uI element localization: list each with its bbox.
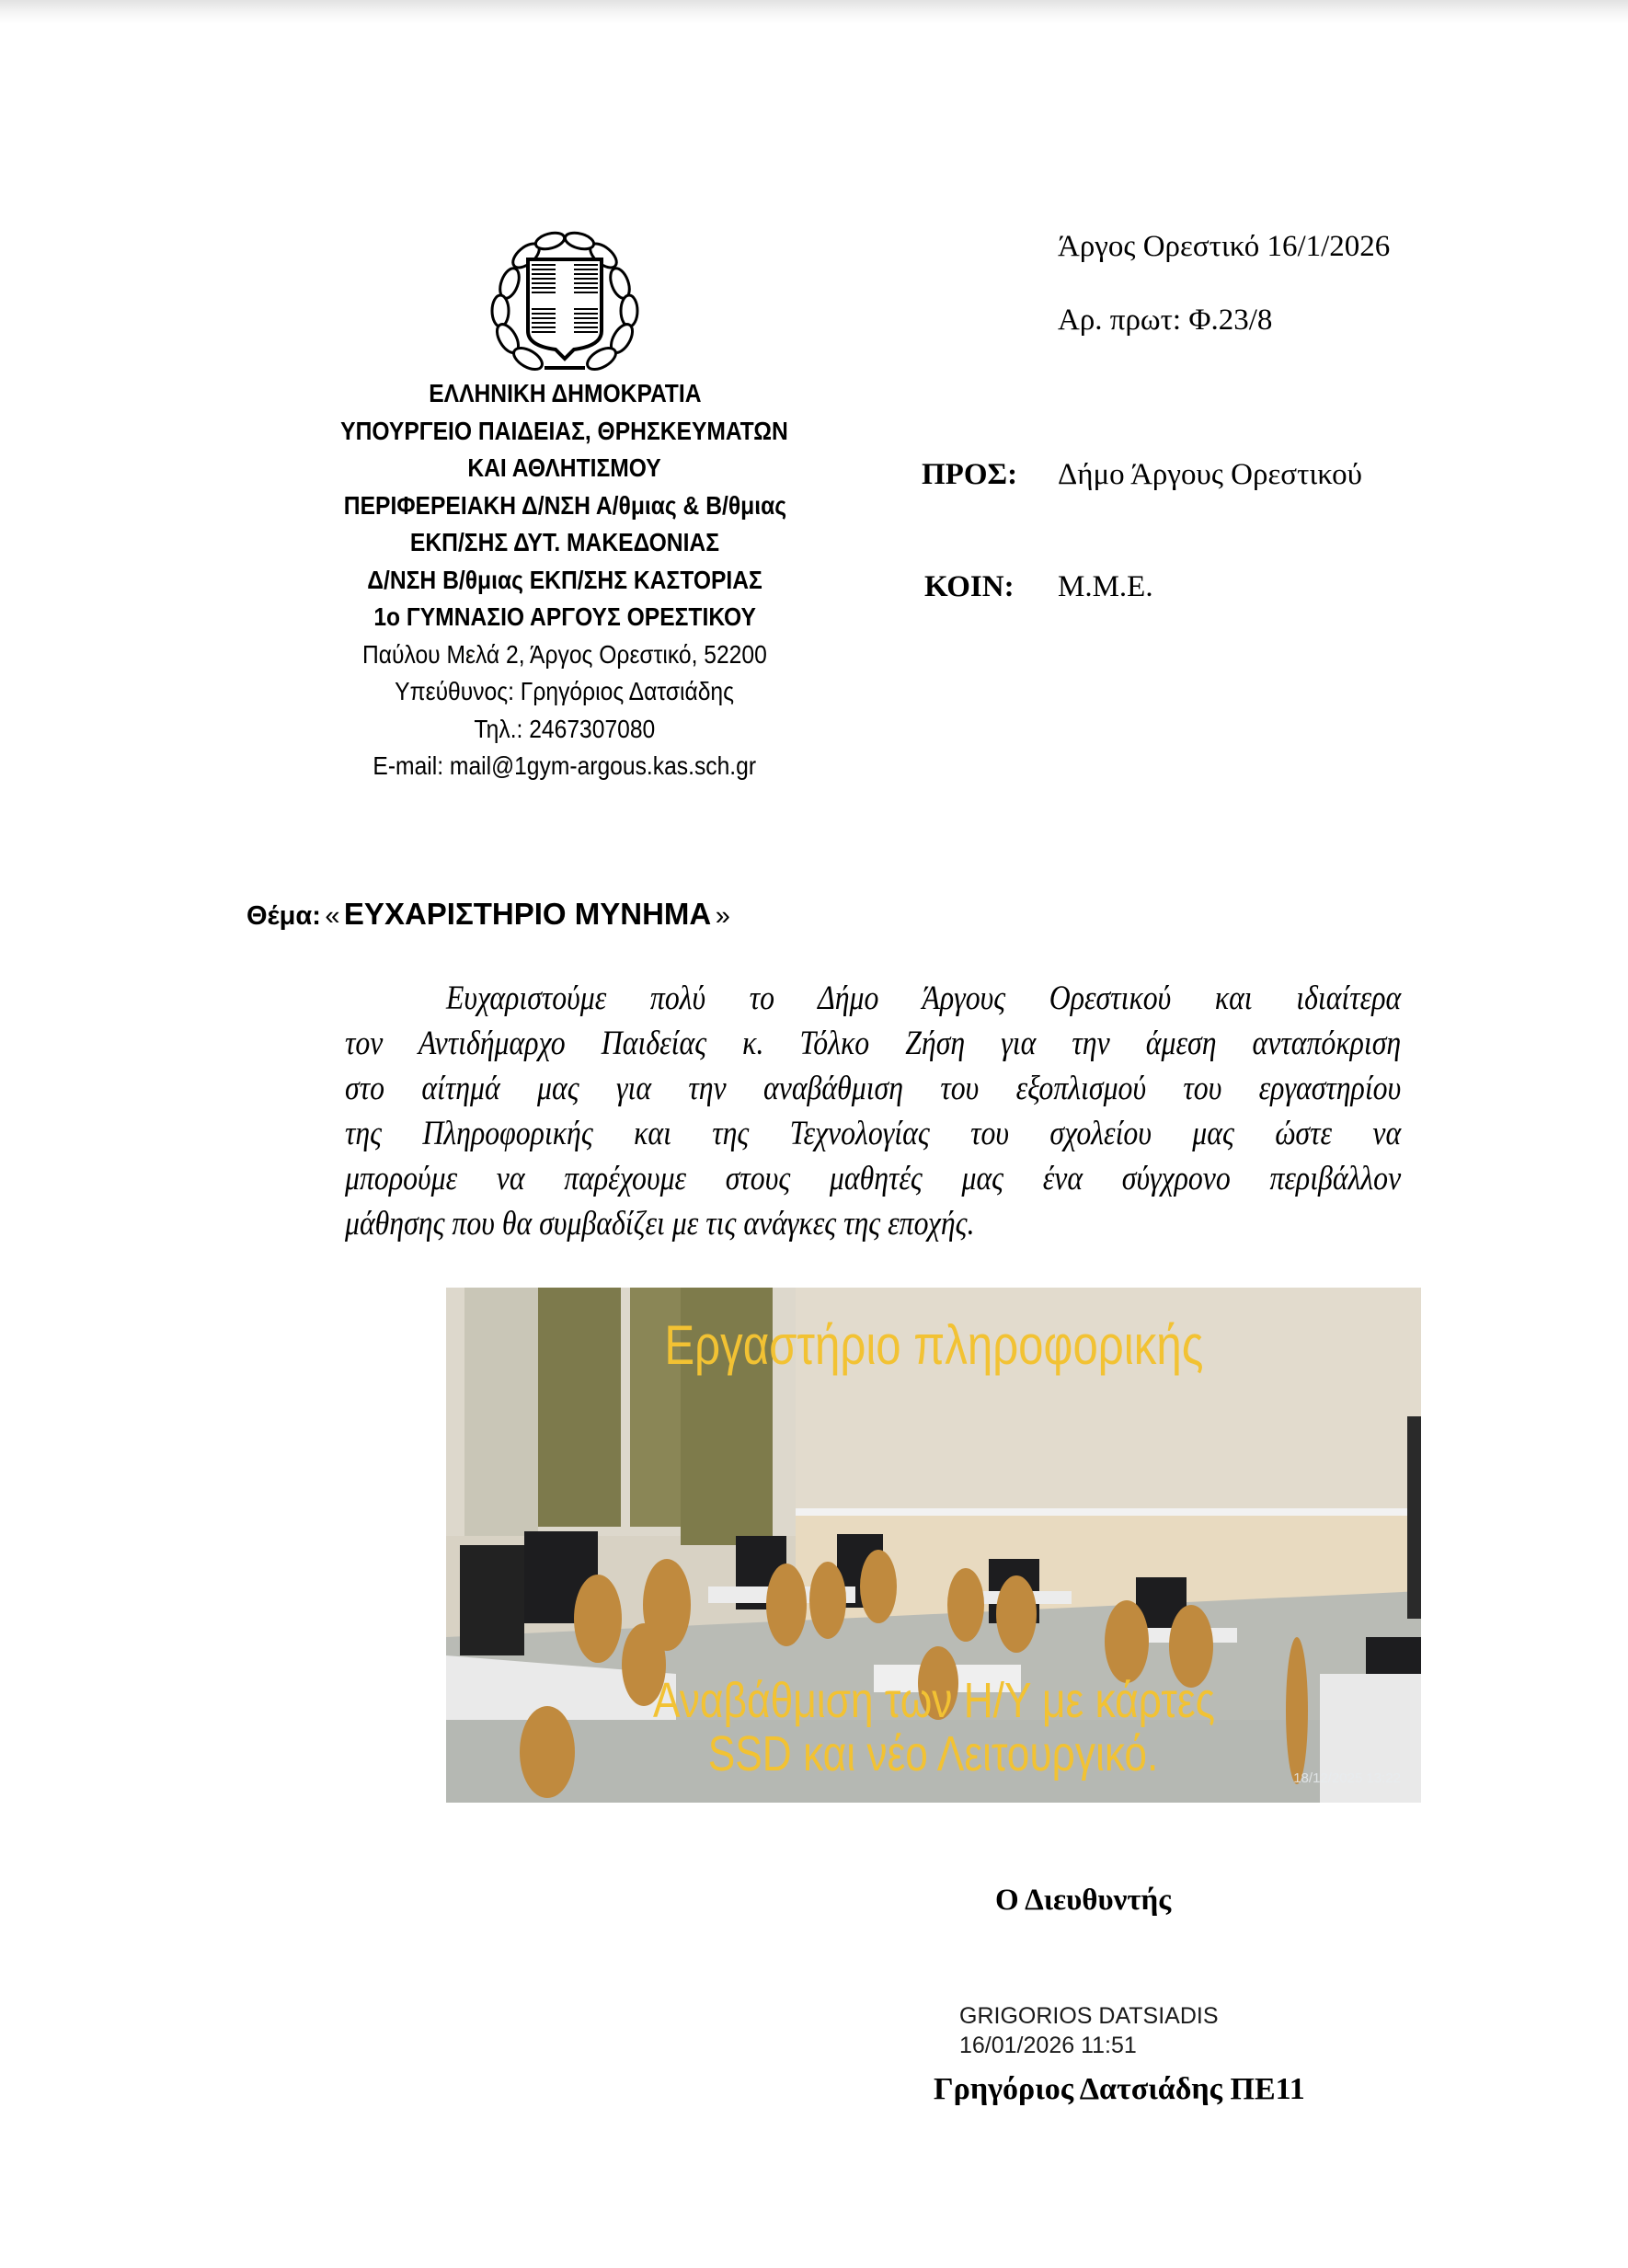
body-line: της Πληροφορικής και της Τεχνολογίας του σχολείου μας ώστε να — [345, 1115, 1402, 1152]
body-line: μάθησης που θα συμβαδίζει με τις ανάγκες της εποχής. — [345, 1205, 975, 1243]
org-line: ΥΠΟΥΡΓΕΙΟ ΠΑΙΔΕΙΑΣ, ΘΡΗΣΚΕΥΜΑΤΩΝ — [340, 416, 789, 445]
org-line: Δ/ΝΣΗ Β/θμιας ΕΚΠ/ΣΗΣ ΚΑΣΤΟΡΙΑΣ — [367, 565, 762, 594]
email: E-mail: mail@1gym-argous.kas.sch.gr — [373, 751, 757, 780]
open-quote: « — [325, 901, 340, 931]
signature-title: Ο Διευθυντής — [995, 1884, 1172, 1917]
greek-coat-of-arms-icon — [480, 228, 649, 377]
letter-body — [345, 976, 1401, 1246]
cc-value: Μ.Μ.Ε. — [1058, 570, 1153, 603]
digital-signature-name: GRIGORIOS DATSIADIS — [959, 2003, 1219, 2029]
phone: Τηλ.: 2467307080 — [474, 714, 656, 743]
digital-signature-datetime: 16/01/2026 11:51 — [959, 2033, 1137, 2058]
body-line: Ευχαριστούμε πολύ το Δήμο Άργους Ορεστικού και ιδιαίτερα — [446, 979, 1402, 1017]
school-name: 1ο ΓΥΜΝΑΣΙΟ ΑΡΓΟΥΣ ΟΡΕΣΤΙΚΟΥ — [373, 602, 756, 631]
place-date: Άργος Ορεστικό 16/1/2026 — [1058, 230, 1391, 263]
signer-name: Γρηγόριος Δατσιάδης ΠΕ11 — [934, 2072, 1305, 2106]
subject-text: ΕΥΧΑΡΙΣΤΗΡΙΟ ΜΥΝΗΜΑ — [343, 897, 712, 931]
photo-overlay-title: Εργαστήριο πληροφορικής — [663, 1314, 1204, 1376]
org-line: ΕΛΛΗΝΙΚΗ ΔΗΜΟΚΡΑΤΙΑ — [428, 379, 702, 407]
close-quote: » — [715, 901, 730, 931]
subject-line — [246, 897, 730, 932]
cc-label: ΚΟΙΝ: — [924, 570, 1015, 603]
org-line: ΚΑΙ ΑΘΛΗΤΙΣΜΟΥ — [467, 453, 662, 482]
page-top-shadow — [0, 0, 1628, 24]
digital-signature-stamp — [959, 2001, 1219, 2060]
photo-timestamp: 18/12/2025 13:22 — [1293, 1770, 1401, 1786]
body-line: μπορούμε να παρέχουμε στους μαθητές μας ένα σύγχρονο περιβάλλον — [345, 1160, 1402, 1197]
body-line: στο αίτημά μας για την αναβάθμιση του εξοπλισμού του εργαστηρίου — [345, 1070, 1402, 1107]
address: Παύλου Μελά 2, Άργος Ορεστικό, 52200 — [362, 639, 767, 669]
org-line: ΕΚΠ/ΣΗΣ ΔΥΤ. ΜΑΚΕΔΟΝΙΑΣ — [409, 528, 720, 556]
org-line: ΠΕΡΙΦΕΡΕΙΑΚΗ Δ/ΝΣΗ Α/θμιας & Β/θμιας — [343, 490, 786, 520]
protocol-number: Αρ. πρωτ: Φ.23/8 — [1058, 304, 1273, 337]
subject-label: Θέμα: — [246, 901, 321, 931]
photo-overlay-subtitle-2: SSD και νέο Λειτουργικό. — [708, 1726, 1159, 1781]
computer-lab-photo — [446, 1288, 1421, 1803]
responsible-person: Υπεύθυνος: Γρηγόριος Δατσιάδης — [395, 677, 735, 705]
recipient-value: Δήμο Άργους Ορεστικού — [1058, 458, 1362, 491]
organisation-header — [276, 375, 854, 785]
recipient-label: ΠΡΟΣ: — [922, 458, 1018, 491]
body-line: τον Αντιδήμαρχο Παιδείας κ. Τόλκο Ζήση για την άμεση ανταπόκριση — [345, 1025, 1402, 1062]
photo-overlay-subtitle-1: Αναβάθμιση των Η/Υ με κάρτες — [652, 1673, 1215, 1728]
